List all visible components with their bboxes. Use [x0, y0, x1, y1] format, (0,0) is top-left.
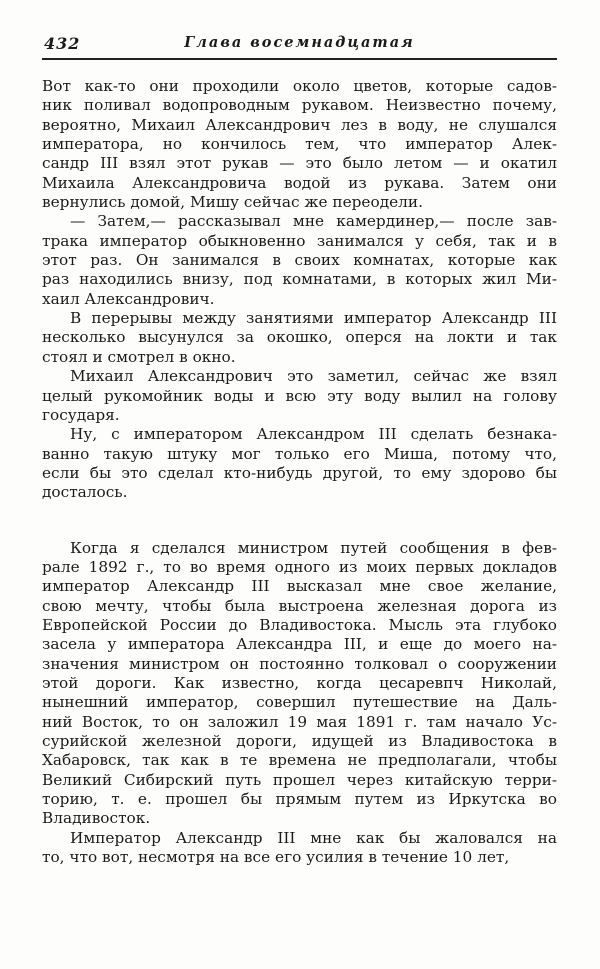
text-line: этот раз. Он занимался в своих комнатах, которые как	[42, 251, 557, 270]
paragraph	[42, 212, 557, 309]
text-line: если бы это сделал кто-нибудь другой, то ему здорово бы	[42, 463, 557, 482]
text-section	[42, 77, 557, 503]
text-line: значения министром он постоянно толковал о сооружении	[42, 654, 557, 673]
text-line: Владивосток.	[42, 809, 151, 828]
text-line: рале 1892 г., то во время одного из моих первых докладов	[42, 557, 557, 576]
text-line: засела у императора Александра III, и еще до моего на-	[42, 635, 557, 654]
paragraph	[42, 425, 557, 502]
text-line: Когда я сделался министром путей сообщения в фев-	[70, 538, 557, 557]
text-line: — Затем,— рассказывал мне камердинер,— после зав-	[70, 212, 557, 231]
text-line: Ну, с императором Александром III сделать безнака-	[70, 425, 557, 444]
text-line: императора, но кончилось тем, что император Алек-	[42, 135, 557, 154]
paragraph	[42, 367, 557, 425]
paragraph	[42, 539, 557, 829]
header-rule	[42, 58, 557, 60]
text-line: сандр III взял этот рукав — это было летом — и окатил	[42, 154, 557, 173]
text-line: ник поливал водопроводным рукавом. Неизвестно почему,	[42, 96, 557, 115]
text-line: Вот как-то они проходили около цветов, которые садов-	[42, 77, 557, 95]
text-line: ний Восток, то он заложил 19 мая 1891 г. там начало Ус-	[42, 712, 557, 731]
text-line: вероятно, Михаил Александрович лез в воду, не слушался	[42, 115, 557, 134]
text-line: трака император обыкновенно занимался у себя, так и в	[42, 231, 557, 250]
text-line: В перерывы между занятиями император Александр III	[70, 309, 557, 328]
page-number: 432	[44, 34, 81, 53]
text-line: вернулись домой, Мишу сейчас же переодели.	[42, 193, 423, 212]
text-line: Император Александр III мне как бы жаловался на	[70, 828, 557, 847]
text-line: несколько высунулся за окошко, оперся на локти и так	[42, 328, 557, 347]
paragraph	[42, 829, 557, 868]
text-line: нынешний император, совершил путешествие на Даль-	[42, 693, 557, 712]
text-line: целый рукомойник воды и всю эту воду вылил на голову	[42, 386, 557, 405]
text-line: Хабаровск, так как в те времена не предполагали, чтобы	[42, 751, 557, 770]
text-line: свою мечту, чтобы была выстроена железная дорога из	[42, 596, 557, 615]
paragraph	[42, 309, 557, 367]
text-line: сурийской железной дороги, идущей из Владивостока в	[42, 732, 557, 750]
text-section	[42, 539, 557, 868]
text-line: император Александр III высказал мне свое желание,	[42, 577, 557, 596]
text-line: раз находились внизу, под комнатами, в которых жил Ми-	[42, 270, 557, 289]
text-line: стоял и смотрел в окно.	[42, 347, 236, 366]
text-line: Михаил Александрович это заметил, сейчас же взял	[70, 367, 557, 386]
page-header	[42, 34, 557, 56]
running-title: Глава восемнадцатая	[184, 34, 415, 51]
text-line: Европейской России до Владивостока. Мысль эта глубоко	[42, 615, 557, 634]
text-line: этой дороги. Как известно, когда цесаревпч Николай,	[42, 673, 557, 692]
paragraph	[42, 77, 557, 212]
text-line: Михаила Александровича водой из рукава. Затем они	[42, 173, 557, 192]
text-line: государя.	[42, 405, 120, 424]
text-line: досталось.	[42, 483, 128, 502]
text-line: то, что вот, несмотря на все его усилия в течение 10 лет,	[42, 848, 510, 867]
text-line: торию, т. е. прошел бы прямым путем из Иркутска во	[42, 790, 557, 809]
text-line: ванно такую штуку мог только его Миша, потому что,	[42, 444, 557, 463]
text-line: хаил Александрович.	[42, 289, 215, 308]
text-line: Великий Сибирский путь прошел через китайскую терри-	[42, 770, 557, 789]
page-body	[42, 77, 557, 867]
